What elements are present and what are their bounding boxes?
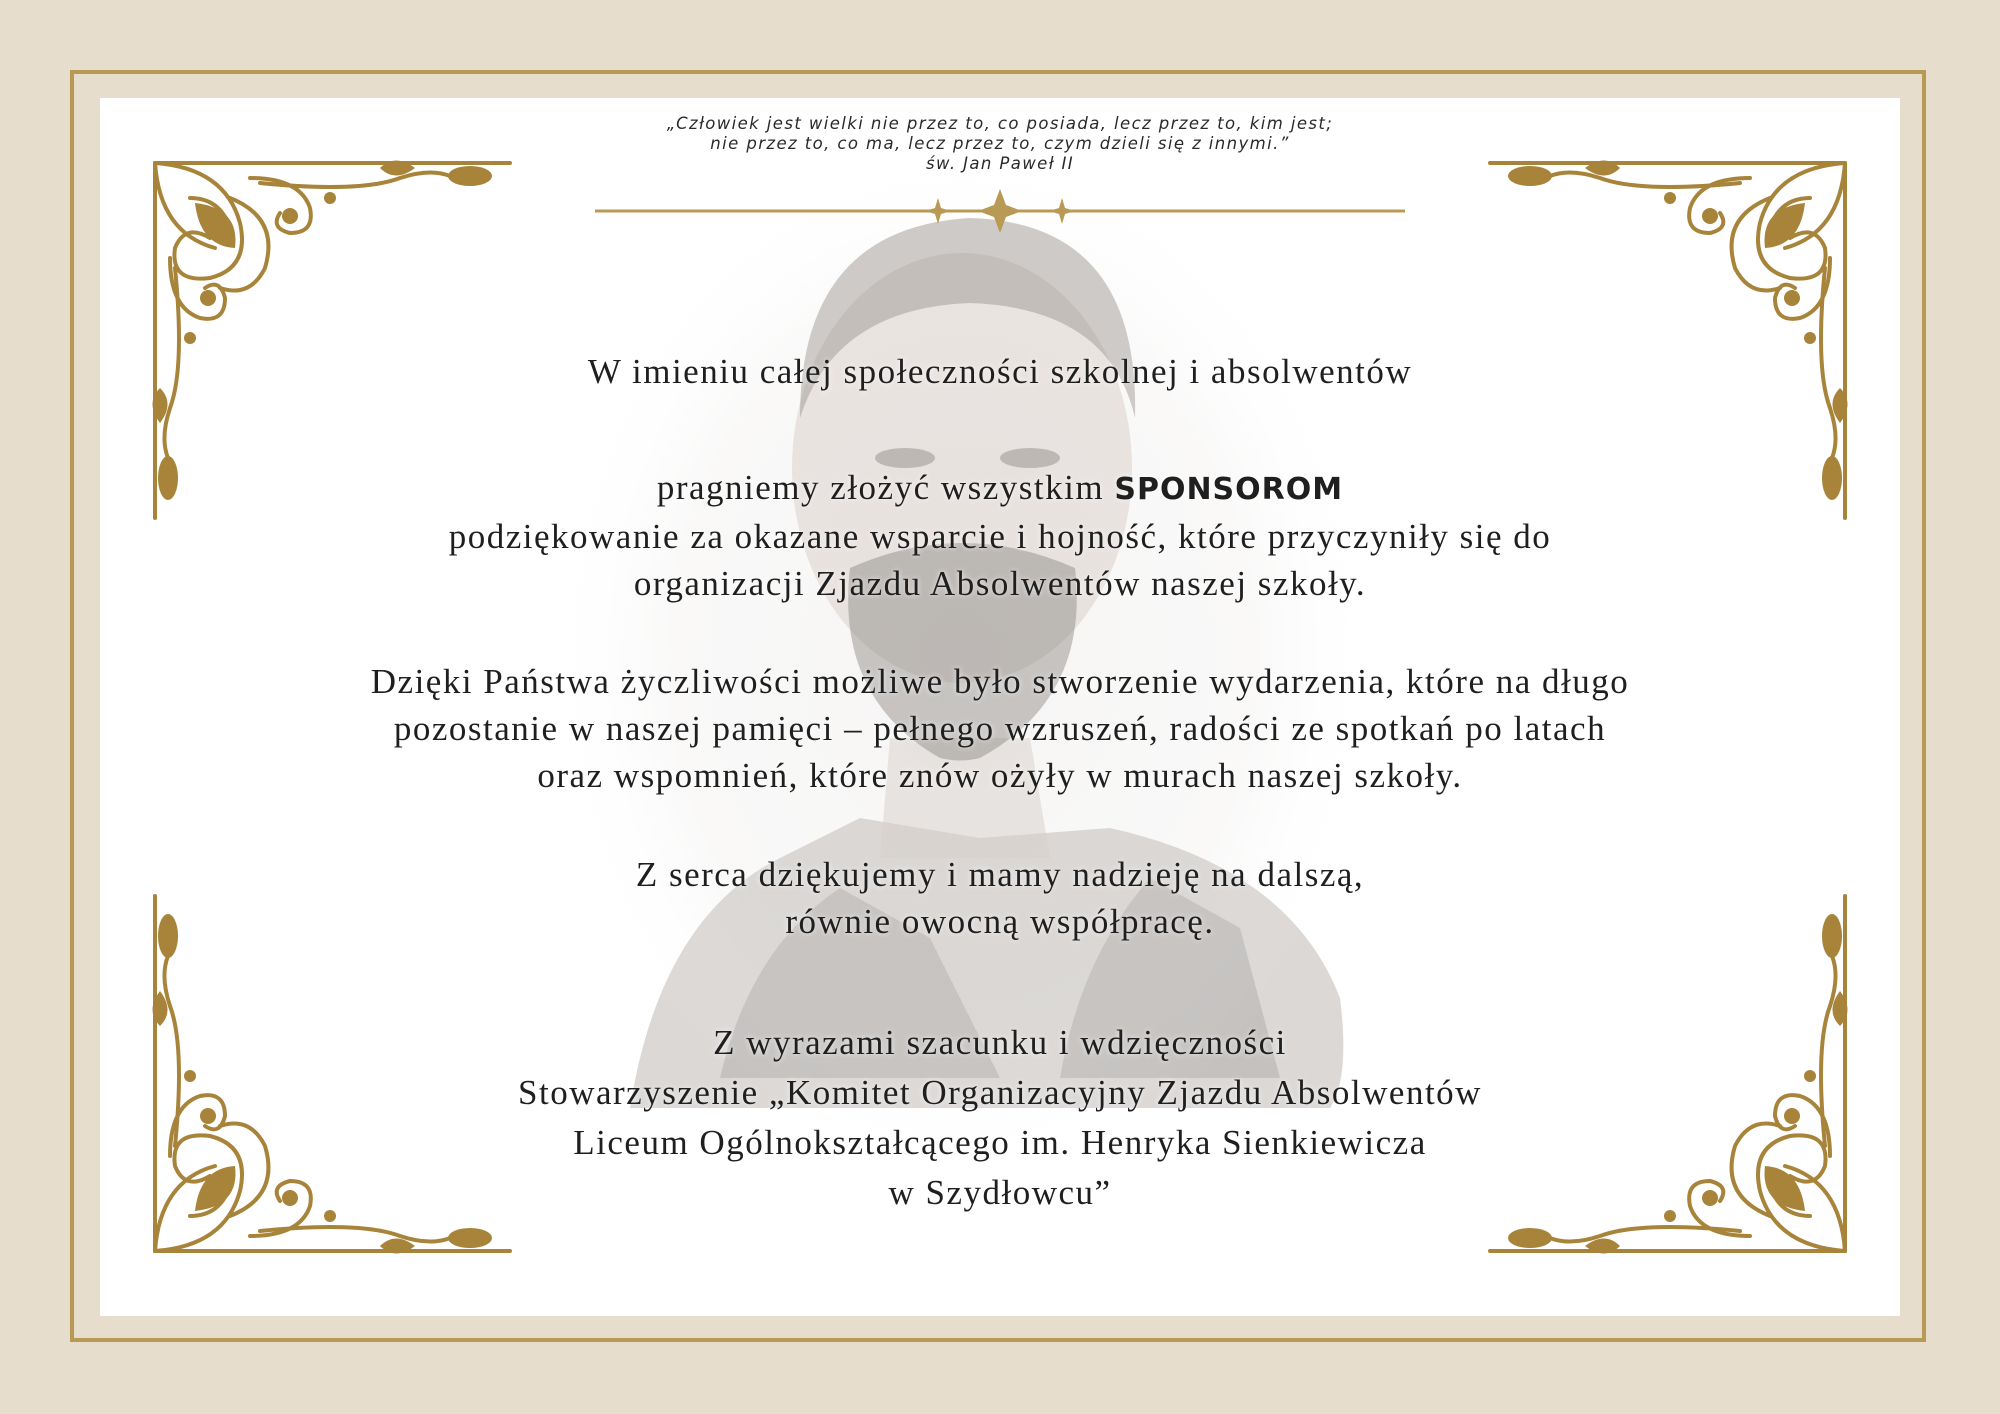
star-divider-ornament bbox=[595, 186, 1405, 236]
quote-author: św. Jan Paweł II bbox=[925, 154, 1075, 173]
sponsors-line-2: podziękowanie za okazane wsparcie i hojność, które przyczyniły się do bbox=[448, 517, 1552, 556]
paragraph-sponsors bbox=[100, 464, 1900, 607]
event-line-1: Dzięki Państwa życzliwości możliwe było stworzenie wydarzenia, które na długo bbox=[370, 662, 1630, 701]
quote-line-2: nie przez to, co ma, lecz przez to, czym dzieli się z innymi.” bbox=[710, 134, 1290, 153]
thanks-line-1: Z serca dziękujemy i mamy nadzieję na dalszą, bbox=[635, 855, 1365, 894]
thank-you-card bbox=[100, 98, 1900, 1316]
thanks-line-2: równie owocną współpracę. bbox=[785, 902, 1215, 941]
signature-line-2: Liceum Ogólnokształcącego im. Henryka Sienkiewicza bbox=[573, 1123, 1427, 1162]
quote-line-1: „Człowiek jest wielki nie przez to, co posiada, lecz przez to, kim jest; bbox=[666, 114, 1334, 133]
paragraph-thanks bbox=[100, 851, 1900, 945]
event-line-2: pozostanie w naszej pamięci – pełnego wzruszeń, radości ze spotkań po latach bbox=[393, 709, 1607, 748]
intro-line: W imieniu całej społeczności szkolnej i absolwentów bbox=[587, 352, 1413, 391]
sponsors-line-1 bbox=[100, 464, 1900, 513]
event-line-3: oraz wspomnień, które znów ożyły w murach naszej szkoły. bbox=[537, 756, 1463, 795]
paragraph-event bbox=[100, 658, 1900, 799]
signature-block bbox=[100, 1018, 1900, 1218]
letter-intro bbox=[100, 348, 1900, 395]
signature-line-3: w Szydłowcu” bbox=[888, 1173, 1112, 1212]
signature-line-1: Stowarzyszenie „Komitet Organizacyjny Zjazdu Absolwentów bbox=[518, 1073, 1482, 1112]
sponsors-line-3: organizacji Zjazdu Absolwentów naszej szkoły. bbox=[633, 564, 1367, 603]
sponsors-emphasis: SPONSOROM bbox=[1114, 472, 1344, 507]
closing-line: Z wyrazami szacunku i wdzięczności bbox=[713, 1023, 1287, 1062]
sponsors-lead-text: pragniemy złożyć wszystkim bbox=[656, 468, 1115, 507]
